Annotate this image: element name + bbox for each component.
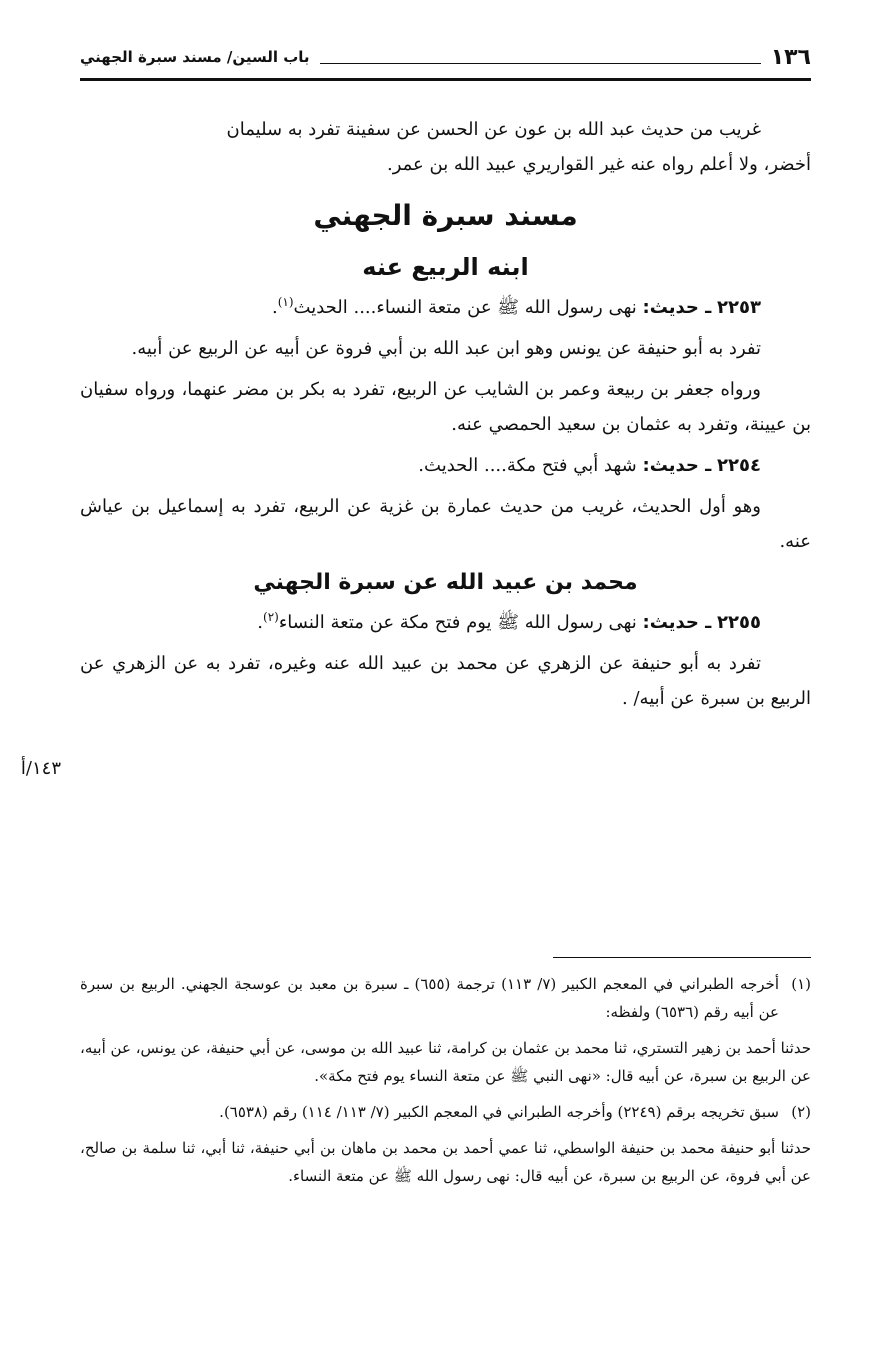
header-rule: [80, 78, 811, 81]
paragraph-2: ورواه جعفر بن ربيعة وعمر بن الشايب عن الربيع، تفرد به بكر بن مضر عنهما، ورواه سفيان بن عيينة، وتفرد به عثمان بن سعيد الحمصي عنه.: [80, 379, 811, 435]
page-number: ١٣٦: [770, 44, 811, 70]
hadith-end: .: [271, 297, 278, 318]
hadith-text: شهد أبي فتح مكة.... الحديث.: [418, 455, 637, 476]
section-heading: مسند سبرة الجهني: [313, 199, 578, 232]
footnote-2-quote: حدثنا أبو حنيفة محمد بن حنيفة الواسطي، ثنا عمي أحمد بن محمد بن ماهان بن أبي حنيفة، ثنا أبي، ثنا سلمة بن صالح، عن أبي فروة، عن الربيع بن سبرة، عن أبيه قال: نهى رسول الله ﷺ عن متعة النساء.: [80, 1139, 811, 1185]
footnote-separator: [553, 957, 811, 958]
paragraph-3: وهو أول الحديث، غريب من حديث عمارة بن غزية عن الربيع، تفرد به إسماعيل بن عياش عنه.: [80, 496, 811, 552]
footnote-marker: (٢): [791, 1103, 811, 1121]
intro-line-2: أخضر، ولا أعلم رواه عنه غير القواريري عبيد الله بن عمر.: [386, 154, 811, 175]
footnote-text: سبق تخريجه برقم (٢٢٤٩) وأخرجه الطبراني في المعجم الكبير (٧/ ١١٣/ ١١٤) رقم (٦٥٣٨).: [219, 1103, 779, 1121]
footnote-text: أخرجه الطبراني في المعجم الكبير (٧/ ١١٣) ترجمة (٦٥٥) ـ سبرة بن معبد بن عوسجة الجهني. الربيع بن سبرة عن أبيه رقم (٦٥٣٦) ولفظه:: [80, 975, 779, 1021]
hadith-2255: [80, 605, 811, 640]
footnote-1-quote: حدثنا أحمد بن زهير التستري، ثنا محمد بن عثمان بن كرامة، ثنا عبيد الله بن موسى، عن أبي حنيفة، عن يونس، عن أبيه، عن الربيع بن سبرة، عن أبيه قال: «نهى النبي ﷺ عن متعة النساء يوم فتح مكة».: [80, 1039, 811, 1085]
hadith-text: نهى رسول الله ﷺ يوم فتح مكة عن متعة النساء: [278, 612, 637, 633]
hadith-label: ـ حديث:: [642, 297, 712, 318]
hadith-2253: [80, 290, 811, 325]
footnote-1: [80, 970, 811, 1026]
running-header: [80, 40, 811, 74]
header-leader-line: [320, 51, 761, 64]
subsection-heading-2: محمد بن عبيد الله عن سبرة الجهني: [253, 570, 638, 595]
footnote-marker: (١): [791, 975, 811, 993]
hadith-number: ٢٢٥٥: [717, 612, 761, 633]
intro-line-1: غريب من حديث عبد الله بن عون عن الحسن عن سفينة تفرد به سليمان: [226, 119, 761, 140]
footnote-ref-1[interactable]: (١): [277, 295, 294, 309]
hadith-label: ـ حديث:: [642, 455, 712, 476]
hadith-text: نهى رسول الله ﷺ عن متعة النساء.... الحديث: [293, 297, 637, 318]
subsection-heading: ابنه الربيع عنه: [362, 253, 529, 281]
hadith-number: ٢٢٥٣: [717, 297, 761, 318]
footnote-ref-2[interactable]: (٢): [263, 610, 279, 624]
main-text: [80, 112, 811, 716]
manuscript-folio-note: ١٤٣/أ: [20, 758, 61, 779]
footnotes: [80, 970, 811, 1198]
paragraph-1: تفرد به أبو حنيفة عن يونس وهو ابن عبد الله بن أبي فروة عن أبيه عن الربيع عن أبيه.: [131, 338, 761, 359]
hadith-label: ـ حديث:: [642, 612, 712, 633]
footnote-2: [80, 1098, 811, 1126]
running-title: باب السين/ مسند سبرة الجهني: [80, 48, 310, 66]
hadith-number: ٢٢٥٤: [717, 455, 761, 476]
hadith-end: .: [257, 612, 264, 633]
hadith-2254: [80, 448, 811, 483]
paragraph-4: تفرد به أبو حنيفة عن الزهري عن محمد بن عبيد الله عنه وغيره، تفرد به عن الزهري عن الربيع بن سبرة عن أبيه/ .: [80, 653, 811, 709]
